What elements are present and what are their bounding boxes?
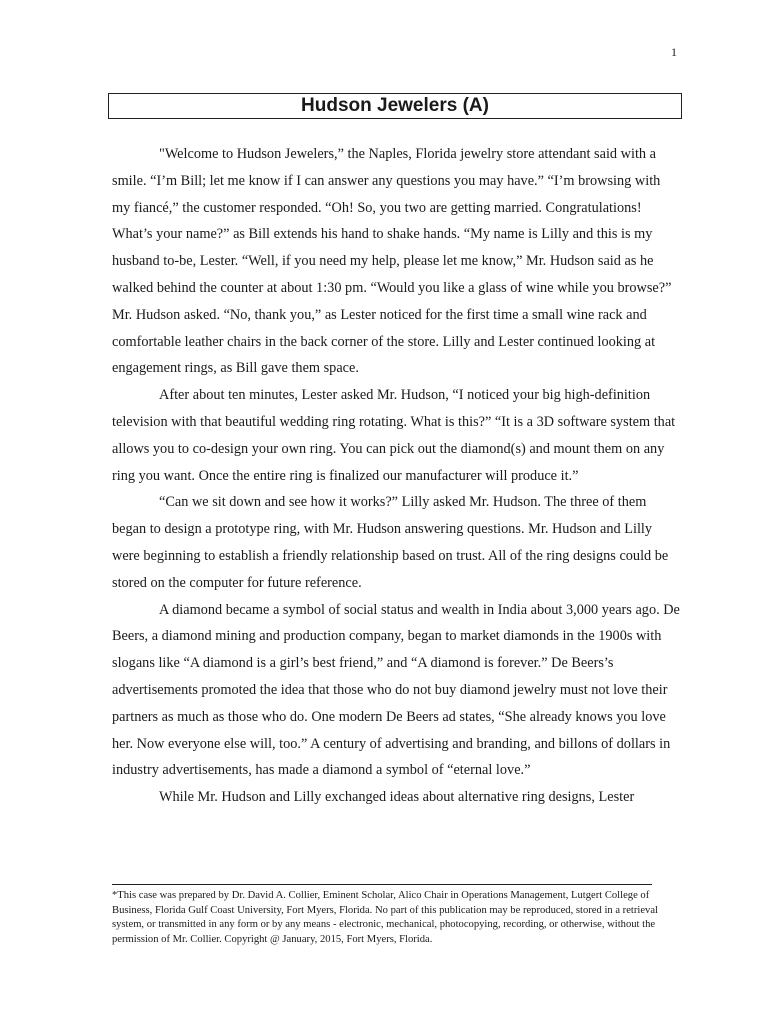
footnote-divider: [112, 884, 652, 885]
paragraph: “Can we sit down and see how it works?” Lilly asked Mr. Hudson. The three of them began to design a prototype ring, with Mr. Hudson answering questions. Mr. Hudson and Lilly were beginning to establish a friendly relationship based on trust. All of the ring designs could be stored on the computer for future reference.: [112, 494, 669, 591]
footnote: *This case was prepared by Dr. David A. Collier, Eminent Scholar, Alico Chair in Operations Management, Lutgert College of Business, Florida Gulf Coast University, Fort Myers, Florida. No part of this publication may be reproduced, stored in a retrieval system, or transmitted in any form or by any means - electronic, mechanical, photocopying, recording, or otherwise, without the permission of Mr. Collier. Copyright @ January, 2015, Fort Myers, Florida.: [112, 890, 658, 946]
paragraph: "Welcome to Hudson Jewelers,” the Naples, Florida jewelry store attendant said with a smile. “I’m Bill; let me know if I can answer any questions you may have.” “I’m browsing with my fiancé,” the customer responded. “Oh! So, you two are getting married. Congratulations! What’s your name?” as Bill extends his hand to shake hands. “My name is Lilly and this is my husband to-be, Lester. “Well, if you need my help, please let me know,” Mr. Hudson said as he walked behind the counter at about 1:30 pm. “Would you like a glass of wine while you browse?” Mr. Hudson asked. “No, thank you,” as Lester noticed for the first time a small wine rack and comfortable leather chairs in the back corner of the store. Lilly and Lester continued looking at engagement rings, as Bill gave them space.: [112, 146, 672, 377]
document-title: Hudson Jewelers (A): [108, 93, 682, 119]
page-number: 1: [671, 45, 677, 59]
paragraph: While Mr. Hudson and Lilly exchanged ideas about alternative ring designs, Lester: [159, 789, 635, 806]
paragraph: After about ten minutes, Lester asked Mr. Hudson, “I noticed your big high-definition television with that beautiful wedding ring rotating. What is this?” “It is a 3D software system that allows you to co-design your own ring. You can pick out the diamond(s) and mount them on any ring you want. Once the entire ring is finalized our manufacturer will produce it.”: [112, 387, 676, 484]
paragraph: A diamond became a symbol of social status and wealth in India about 3,000 years ago. De Beers, a diamond mining and production company, began to market diamonds in the 1900s with slogans like “A diamond is a girl’s best friend,” and “A diamond is forever.” De Beers’s advertisements promoted the idea that those who do not buy diamond jewelry must not love their partners as much as those who do. One modern De Beers ad states, “She already knows you love her. Now everyone else will, too.” A century of advertising and branding, and billons of dollars in industry advertisements, has made a diamond a symbol of “eternal love.”: [112, 601, 680, 779]
document-body: [112, 141, 682, 811]
